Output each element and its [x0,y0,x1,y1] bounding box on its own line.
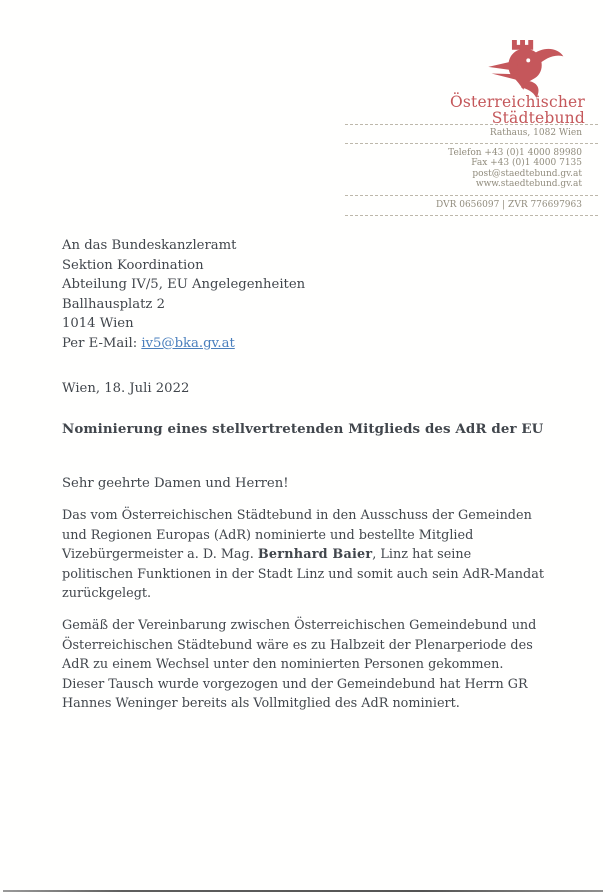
letterhead-contact-block [345,124,598,216]
divider [345,215,598,216]
recipient-line: Ballhausplatz 2 [62,296,165,312]
recipient-line: An das Bundeskanzleramt [62,238,237,253]
org-name-line2: Städtebund [491,109,585,127]
paragraph-1 [62,506,546,604]
recipient-address-block [62,236,305,354]
recipient-email-link[interactable]: iv5@bka.gv.at [141,335,235,351]
org-website: www.staedtebund.gv.at [475,179,582,189]
paragraph-1-text-cont: , Linz hat seine politischen Funktionen in der Stadt Linz und somit auch sein AdR-Mandat zurückgelegt. [62,547,544,602]
email-label: Per E-Mail: [62,335,142,351]
recipient-line: 1014 Wien [62,316,134,332]
registry-numbers: DVR 0656097 | ZVR 776697963 [436,199,582,210]
letter-body [62,506,546,726]
org-address: Rathaus, 1082 Wien [489,128,582,138]
recipient-line: Sektion Koordination [62,257,204,273]
date-line: Wien, 18. Juli 2022 [62,381,190,396]
recipient-line: Abteilung IV/5, EU Angelegenheiten [62,277,306,293]
contact-details [345,144,598,195]
paragraph-1-text: Das vom Österreichischen Städtebund in den Ausschuss der Gemeinden und Regionen Europas (AdR) nominierte und bestellte Mitglied Vizebürgermeister a. D. Mag. [62,508,532,563]
fax-number: Fax +43 (0)1 4000 7135 [471,158,582,168]
org-name-line1: Österreichischer [449,93,585,111]
member-name-bold: Bernhard Baier [257,547,373,563]
recipient-email-line [62,334,305,354]
scan-edge-line [3,890,603,892]
phone-number: Telefon +43 (0)1 4000 89980 [448,147,582,158]
subject-line: Nominierung eines stellvertretenden Mitglieds des AdR der EU [62,421,544,437]
org-wordmark [450,94,585,126]
org-email: post@staedtebund.gv.at [472,168,582,179]
paragraph-2: Gemäß der Vereinbarung zwischen Österreichischen Gemeindebund und Österreichischen Städtebund wäre es zu Halbzeit der Plenarperiode des AdR zu einem Wechsel unter den nominierten Personen gekommen. Dieser Tausch wurde vorgezogen und der Gemeindebund hat Herrn GR Hannes Weninger bereits als Vollmitglied des AdR nominiert. [62,617,537,712]
salutation: Sehr geehrte Damen und Herren! [62,476,289,491]
